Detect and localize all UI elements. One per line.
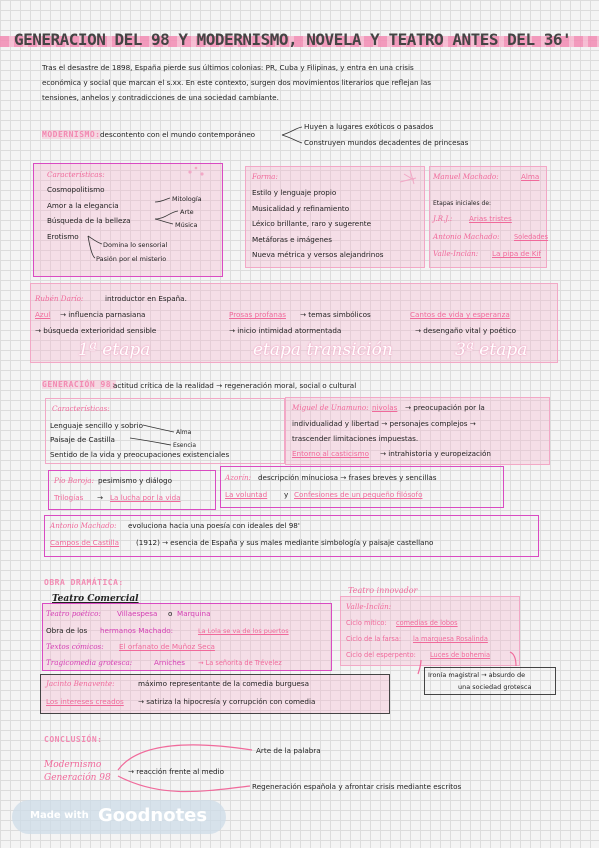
ruben-note: → temas simbólicos — [300, 310, 371, 319]
azorin-y: y — [284, 490, 289, 499]
unamuno-note: individualidad y libertad → personajes complejos → — [292, 419, 476, 428]
teatro-poetico-author: Marquina — [177, 609, 211, 618]
page-title: GENERACION DEL 98 Y MODERNISMO, NOVELA Y TEATRO ANTES DEL 36' — [14, 30, 572, 49]
stage-label: etapa transición — [253, 340, 393, 360]
valle-inclan-label: Valle-Inclán: — [433, 249, 479, 258]
manuel-machado-label: Manuel Machado: — [433, 172, 499, 181]
stage-label: 3ª etapa — [455, 340, 528, 360]
caract-sub: Pasión por el misterio — [96, 255, 167, 263]
caract-item: Amor a la elegancia — [47, 201, 119, 210]
unamuno-label: Miguel de Unamuno: — [292, 403, 369, 412]
intro-line: Tras el desastre de 1898, España pierde sus últimos colonias: PR, Cuba y Filipinas, y entra en una crisis — [42, 63, 414, 72]
ironia-text: Ironía magistral → absurdo de — [428, 671, 526, 679]
obra-dramatica-heading: OBRA DRAMÁTICA: — [44, 578, 124, 587]
baroja-work: La lucha por la vida — [110, 493, 181, 502]
caract-sub: Arte — [180, 208, 194, 216]
conclusion-reaction: → reacción frente al medio — [128, 767, 224, 776]
jrj-work: Arias tristes — [469, 214, 512, 223]
unamuno-note: → intrahistoria y europeización — [380, 449, 491, 458]
teatro-poetico-author: Villaespesa — [117, 609, 158, 618]
intro-line: tensiones, anhelos y contradicciones de una sociedad cambiante. — [42, 93, 279, 102]
caract-item: Cosmopolitismo — [47, 185, 105, 194]
forma-item: Estilo y lenguaje propio — [252, 188, 337, 197]
innov-ciclo-work: Luces de bohemia — [430, 651, 491, 659]
teatro-poetico-o: o — [168, 609, 173, 618]
teatro-innovador-heading: Teatro innovador — [348, 586, 418, 595]
baroja-label: Pío Baroja: — [54, 476, 95, 485]
conclusion-heading: CONCLUSIÓN: — [44, 735, 103, 744]
ruben-note: → desengaño vital y poético — [415, 326, 517, 335]
caract-item: Búsqueda de la belleza — [47, 216, 131, 225]
caract-sub: Música — [175, 221, 198, 229]
g98-char-item: Paisaje de Castilla — [50, 435, 115, 444]
textos-comicos-work: El orfanato de Muñoz Seca — [119, 642, 215, 651]
ruben-work: Cantos de vida y esperanza — [410, 310, 510, 319]
tragicomedia-author: Arniches — [154, 658, 185, 667]
generacion-98-desc: actitud crítica de la realidad → regeneración moral, social o cultural — [113, 381, 357, 390]
obra-de-label: Obra de los — [46, 626, 88, 635]
baroja-desc: pesimismo y diálogo — [98, 476, 173, 485]
antonio-machado-label: Antonio Machado: — [433, 232, 500, 241]
amachado-year: (1912) — [136, 538, 160, 547]
benavente-label: Jacinto Benavente: — [46, 679, 115, 688]
unamuno-work: Entorno al casticismo — [292, 449, 370, 458]
ironia-text: una sociedad grotesca — [458, 683, 532, 691]
amachado-label: Antonio Machado: — [50, 521, 117, 530]
g98-char-sub: Alma — [176, 429, 192, 436]
forma-item: Nueva métrica y versos alejandrinos — [252, 250, 384, 259]
amachado-work: Campos de Castilla — [50, 538, 120, 547]
amachado-desc: evoluciona hacia una poesía con ideales del 98' — [128, 521, 300, 530]
benavente-desc: máximo representante de la comedia burguesa — [138, 679, 309, 688]
generacion-98-heading: GENERACIÓN 98: — [42, 380, 117, 389]
ruben-note: → influencia parnasiana — [60, 310, 146, 319]
azorin-desc: descripción minuciosa → frases breves y sencillas — [258, 473, 437, 482]
stage-label: 1ª etapa — [78, 340, 151, 360]
baroja-trilogias: Trilogías — [54, 493, 84, 502]
g98-char-sub: Esencia — [173, 442, 197, 449]
tragicomedia-label: Tragicomedia grotesca: — [46, 658, 133, 667]
conclusion-generacion: Generación 98 — [44, 773, 111, 783]
etapas-label: Etapas iniciales de: — [433, 200, 492, 207]
baroja-arrow: → — [97, 493, 104, 502]
modernismo-branch: Construyen mundos decadentes de princesas — [304, 138, 469, 147]
modernismo-branch: Huyen a lugares exóticos o pasados — [304, 122, 434, 131]
caracteristicas-heading: Características: — [47, 170, 105, 179]
unamuno-note: trascender limitaciones impuestas. — [292, 434, 419, 443]
hermanos-machado-label: hermanos Machado: — [100, 626, 174, 635]
innov-ciclo-work: la marquesa Rosalinda — [413, 635, 488, 643]
ruben-work: Azul — [35, 310, 51, 319]
caract-item: Erotismo — [47, 232, 79, 241]
intro-line: económica y social que marcan el s.xx. En este contexto, surgen dos movimientos literarios que reflejan las — [42, 78, 432, 87]
azorin-label: Azorín: — [225, 473, 252, 482]
forma-heading: Forma: — [252, 172, 278, 181]
ruben-dario-label: Rubén Darío: — [35, 294, 84, 303]
tragicomedia-work: → La señorita de Trévelez — [198, 659, 282, 667]
amachado-desc2: → esencia de España y sus males mediante simbología y paisaje castellano — [162, 538, 434, 547]
manuel-machado-work: Alma — [521, 172, 540, 181]
innov-ciclo-label: Ciclo del esperpento: — [346, 651, 416, 659]
forma-item: Léxico brillante, raro y sugerente — [252, 219, 372, 228]
benavente-desc2: → satiriza la hipocresía y corrupción con comedia — [138, 697, 316, 706]
teatro-poetico-label: Teatro poético: — [46, 609, 101, 618]
modernismo-desc: descontento con el mundo contemporáneo — [100, 130, 256, 139]
teatro-comercial-heading: Teatro Comercial — [52, 594, 139, 604]
ruben-note: → inicio intimidad atormentada — [229, 326, 342, 335]
ruben-note: → búsqueda exterioridad sensible — [35, 326, 157, 335]
benavente-work: Los intereses creados — [46, 697, 124, 706]
unamuno-nivolas: nivolas — [372, 403, 398, 412]
caract-sub: Mitología — [172, 195, 202, 203]
conclusion-arte: Arte de la palabra — [256, 746, 321, 755]
forma-item: Metáforas e imágenes — [252, 235, 332, 244]
innov-valle-label: Valle-Inclán: — [346, 602, 392, 611]
g98-char-item: Lenguaje sencillo y sobrio — [50, 421, 144, 430]
g98-char-heading: Características: — [52, 404, 110, 413]
conclusion-modernismo: Modernismo — [44, 760, 102, 770]
unamuno-note: → preocupación por la — [405, 403, 485, 412]
ruben-work: Prosas profanas — [229, 310, 286, 319]
goodnotes-badge-small: Made with — [30, 810, 89, 821]
antonio-machado-work: Soledades — [514, 233, 549, 241]
conclusion-regeneracion: Regeneración española y afrontar crisis mediante escritos — [252, 782, 462, 791]
textos-comicos-label: Textos cómicos: — [46, 642, 104, 651]
azorin-work: La voluntad — [225, 490, 268, 499]
azorin-work: Confesiones de un pequeño filósofo — [294, 490, 423, 499]
caract-sub: Domina lo sensorial — [103, 241, 168, 249]
goodnotes-badge-brand: Goodnotes — [98, 805, 208, 826]
innov-ciclo-label: Ciclo mítico: — [346, 619, 387, 627]
modernismo-heading: MODERNISMO: — [42, 130, 101, 139]
forma-item: Musicalidad y refinamiento — [252, 204, 350, 213]
valle-inclan-work: La pipa de Kif — [492, 249, 542, 258]
ruben-dario-intro: introductor en España. — [105, 294, 187, 303]
innov-ciclo-work: comedias de lobos — [396, 619, 458, 627]
g98-char-item: Sentido de la vida y preocupaciones existenciales — [50, 450, 230, 459]
innov-ciclo-label: Ciclo de la farsa: — [346, 635, 402, 643]
hermanos-machado-work: La Lola se va de los puertos — [198, 627, 289, 635]
jrj-label: J.R.J.: — [433, 214, 453, 223]
